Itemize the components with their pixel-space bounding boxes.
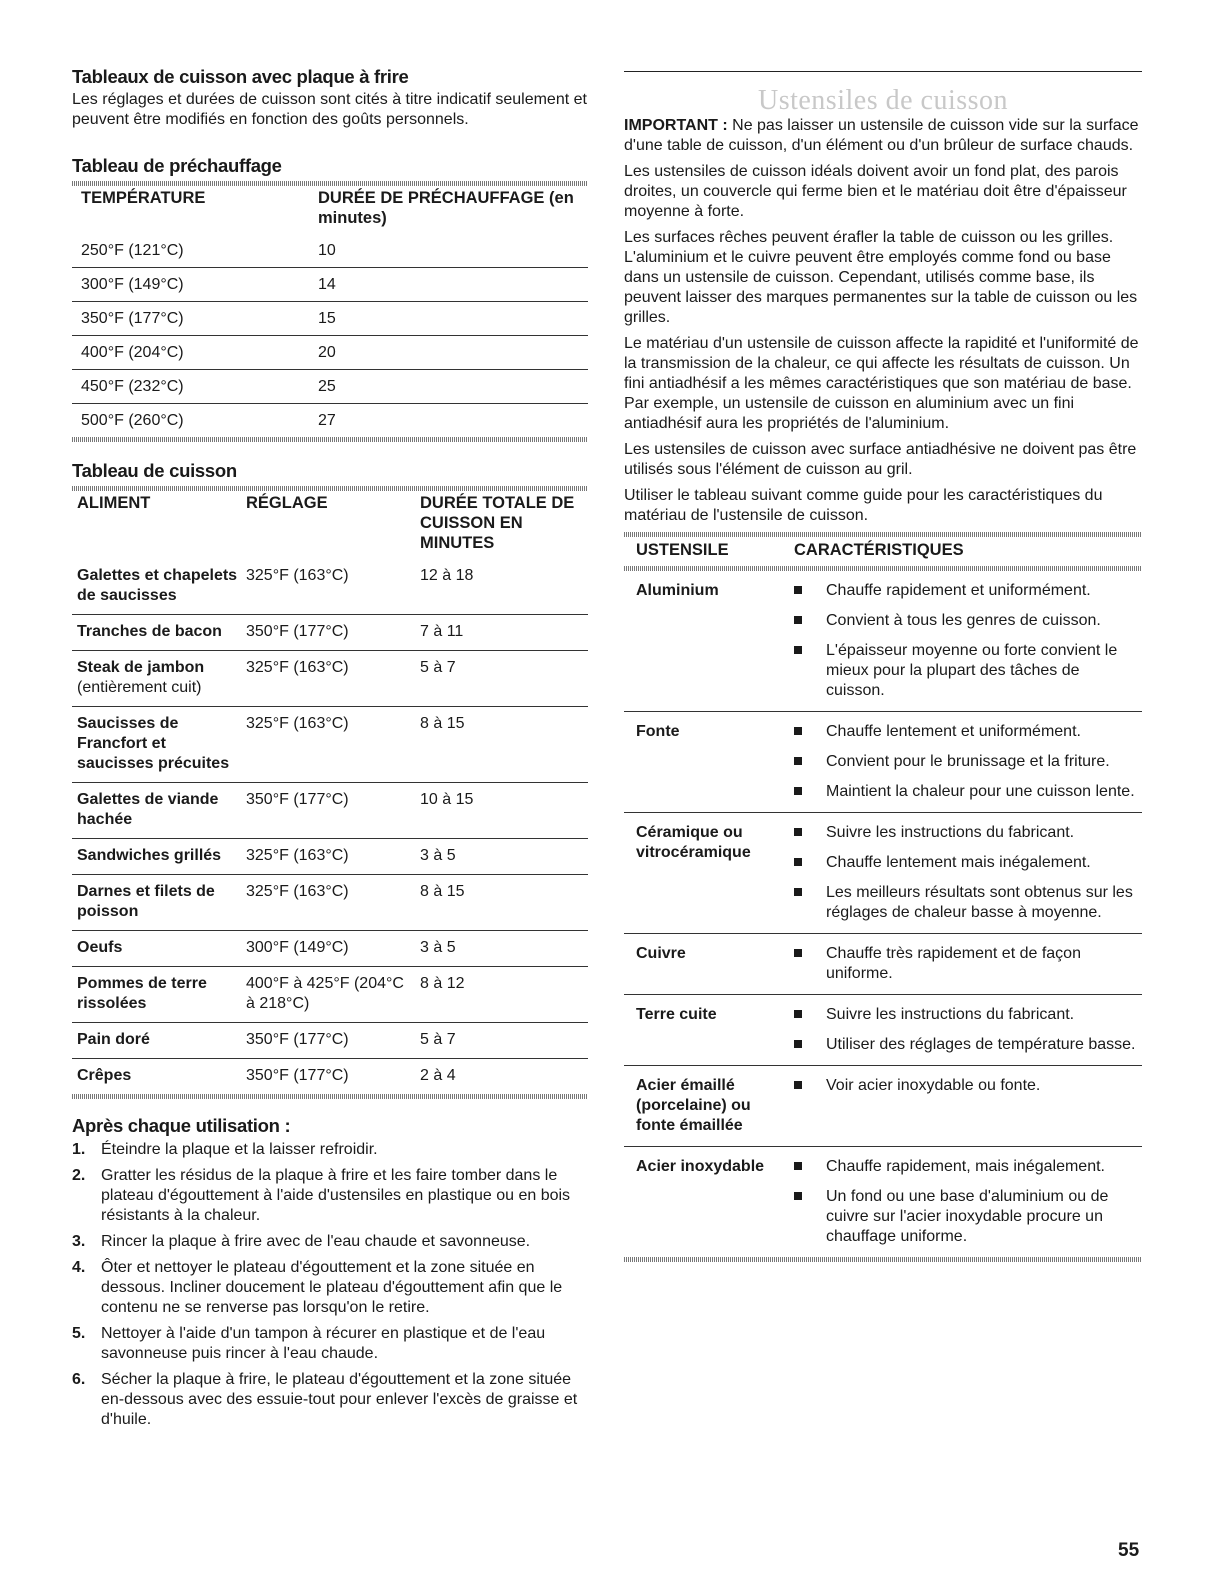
utensils-table-rows bbox=[624, 571, 1142, 1257]
cooking-row bbox=[72, 875, 588, 931]
cooking-setting: 325°F (163°C) bbox=[246, 707, 420, 783]
cooking-time: 3 à 5 bbox=[420, 839, 588, 875]
cooking-row bbox=[72, 707, 588, 783]
hatch-divider bbox=[72, 437, 588, 442]
utensil-name: Céramique ou vitrocéramique bbox=[636, 824, 751, 861]
utensils-paragraphs bbox=[624, 162, 1142, 526]
right-column bbox=[624, 0, 1142, 1262]
characteristics-list bbox=[794, 823, 1142, 923]
cooking-food-name: Oeufs bbox=[77, 939, 123, 956]
characteristics-list bbox=[794, 581, 1142, 701]
preheat-header-temperature: TEMPÉRATURE bbox=[81, 189, 206, 207]
cooking-food-name: Pommes de terre rissolées bbox=[77, 975, 207, 1012]
step-number: 4. bbox=[72, 1259, 86, 1276]
cooking-row bbox=[72, 1059, 588, 1095]
characteristics-list bbox=[794, 1076, 1142, 1096]
utensil-characteristics bbox=[794, 1147, 1142, 1258]
characteristics-list bbox=[794, 1005, 1142, 1055]
cooking-food-name: Darnes et filets de poisson bbox=[77, 883, 215, 920]
page-number: 55 bbox=[1118, 1540, 1140, 1561]
cooking-time: 10 à 15 bbox=[420, 783, 588, 839]
characteristic-item: Chauffe rapidement, mais inégalement. bbox=[794, 1157, 1142, 1177]
utensil-row bbox=[624, 1147, 1142, 1258]
preheat-row bbox=[72, 336, 588, 370]
preheat-duration: 27 bbox=[318, 412, 336, 429]
cooking-food bbox=[72, 707, 246, 783]
preheat-duration: 25 bbox=[318, 370, 588, 404]
left-column bbox=[72, 0, 588, 1436]
utensil-name: Fonte bbox=[636, 723, 680, 740]
cooking-food bbox=[72, 967, 246, 1023]
characteristic-item: Un fond ou une base d'aluminium ou de cuivre sur l'acier inoxydable procure un chauffage uniforme. bbox=[794, 1187, 1142, 1247]
characteristics-list bbox=[794, 944, 1142, 984]
characteristic-item: Suivre les instructions du fabricant. bbox=[794, 1005, 1142, 1025]
utensils-paragraph: Les surfaces rêches peuvent érafler la table de cuisson ou les grilles. L'aluminium et le cuivre peuvent être employés comme fond ou base dans un ustensile de cuisson. Cependant, utilisés comme base, ils peuvent laisser des marques permanentes sur la table de cuisson ou les grilles. bbox=[624, 229, 1138, 326]
utensils-header-name: USTENSILE bbox=[636, 541, 729, 559]
cooking-table bbox=[72, 493, 588, 1094]
characteristics-list bbox=[794, 1157, 1142, 1247]
step-number: 2. bbox=[72, 1167, 86, 1184]
cooking-food-name: Saucisses de Francfort et saucisses précuites bbox=[77, 715, 230, 772]
cooking-setting: 350°F (177°C) bbox=[246, 615, 420, 651]
cooking-food-name: Steak de jambon bbox=[77, 659, 205, 676]
characteristic-item: Utiliser des réglages de température basse. bbox=[794, 1035, 1142, 1055]
characteristic-item: Chauffe lentement mais inégalement. bbox=[794, 853, 1142, 873]
preheat-temperature: 450°F (232°C) bbox=[72, 370, 318, 404]
characteristic-item: Suivre les instructions du fabricant. bbox=[794, 823, 1142, 843]
cooking-food bbox=[72, 931, 246, 967]
important-text: Ne pas laisser un ustensile de cuisson vide sur la surface d'une table de cuisson, d'un élément ou d'un brûleur de surface chauds. bbox=[624, 117, 1139, 154]
after-use-step bbox=[72, 1370, 588, 1430]
step-text: Ôter et nettoyer le plateau d'égouttement et la zone située en dessous. Incliner doucement le plateau d'égouttement afin que le contenu ne se renverse pas lorsqu'on le retire. bbox=[101, 1259, 563, 1316]
preheat-row bbox=[72, 268, 588, 302]
utensil-name: Acier inoxydable bbox=[636, 1158, 765, 1175]
utensil-characteristics bbox=[794, 995, 1142, 1066]
characteristic-item: Chauffe rapidement et uniformément. bbox=[794, 581, 1142, 601]
cooking-table-body bbox=[72, 559, 588, 1094]
utensil-characteristics bbox=[794, 571, 1142, 712]
utensil-row bbox=[624, 995, 1142, 1066]
cooking-time: 8 à 15 bbox=[420, 707, 588, 783]
cooking-time: 5 à 7 bbox=[420, 651, 588, 707]
utensil-characteristics bbox=[794, 1066, 1142, 1147]
cooking-food bbox=[72, 839, 246, 875]
utensil-row bbox=[624, 712, 1142, 813]
utensils-paragraph: Les ustensiles de cuisson idéals doivent avoir un fond plat, des parois droites, un couvercle qui ferme bien et le matériau doit être d'épaisseur moyenne à forte. bbox=[624, 163, 1127, 220]
characteristic-item: Convient à tous les genres de cuisson. bbox=[794, 611, 1142, 631]
grill-section-title: Tableaux de cuisson avec plaque à frire bbox=[72, 66, 409, 87]
cooking-food bbox=[72, 1023, 246, 1059]
cooking-row bbox=[72, 931, 588, 967]
utensil-characteristics bbox=[794, 934, 1142, 995]
preheat-row bbox=[72, 370, 588, 404]
cooking-time: 8 à 12 bbox=[420, 967, 588, 1023]
cooking-setting: 325°F (163°C) bbox=[246, 651, 420, 707]
step-text: Rincer la plaque à frire avec de l'eau chaude et savonneuse. bbox=[101, 1233, 531, 1250]
cooking-row bbox=[72, 615, 588, 651]
cooking-time: 3 à 5 bbox=[420, 931, 588, 967]
cooking-food bbox=[72, 1059, 246, 1095]
step-text: Nettoyer à l'aide d'un tampon à récurer en plastique et de l'eau savonneuse puis rincer à l'eau chaude. bbox=[101, 1325, 546, 1362]
after-use-title: Après chaque utilisation : bbox=[72, 1115, 291, 1136]
cooking-row bbox=[72, 783, 588, 839]
cooking-time: 2 à 4 bbox=[420, 1067, 456, 1084]
utensil-characteristics bbox=[794, 712, 1142, 813]
cooking-food-note: (entièrement cuit) bbox=[77, 679, 202, 696]
grill-intro: Les réglages et durées de cuisson sont cités à titre indicatif seulement et peuvent être modifiés en fonction des goûts personnels. bbox=[72, 91, 587, 128]
characteristic-item: Chauffe très rapidement et de façon uniforme. bbox=[794, 944, 1142, 984]
after-use-step bbox=[72, 1324, 588, 1364]
cooking-food bbox=[72, 875, 246, 931]
cooking-header-time: DURÉE TOTALE DE CUISSON EN MINUTES bbox=[420, 494, 575, 552]
cooking-setting: 350°F (177°C) bbox=[246, 783, 420, 839]
characteristic-item: Les meilleurs résultats sont obtenus sur les réglages de chaleur basse à moyenne. bbox=[794, 883, 1142, 923]
cooking-time: 5 à 7 bbox=[420, 1023, 588, 1059]
cooking-setting: 300°F (149°C) bbox=[246, 931, 420, 967]
characteristic-item: Maintient la chaleur pour une cuisson lente. bbox=[794, 782, 1142, 802]
utensil-characteristics bbox=[794, 813, 1142, 934]
utensil-name: Terre cuite bbox=[636, 1006, 717, 1023]
cooking-food-name: Pain doré bbox=[77, 1031, 150, 1048]
preheat-table-body bbox=[72, 234, 588, 437]
utensils-table bbox=[624, 540, 1142, 566]
preheat-temperature: 350°F (177°C) bbox=[72, 302, 318, 336]
preheat-header-duration: DURÉE DE PRÉCHAUFFAGE (en minutes) bbox=[318, 189, 574, 227]
cooking-setting: 325°F (163°C) bbox=[246, 559, 420, 615]
cooking-setting: 350°F (177°C) bbox=[246, 1023, 420, 1059]
preheat-row bbox=[72, 302, 588, 336]
cooking-food-name: Crêpes bbox=[77, 1067, 132, 1084]
characteristic-item: Convient pour le brunissage et la friture. bbox=[794, 752, 1142, 772]
cooking-row bbox=[72, 559, 588, 615]
cooking-food bbox=[72, 651, 246, 707]
cooking-food-name: Sandwiches grillés bbox=[77, 847, 222, 864]
utensils-paragraph: Le matériau d'un ustensile de cuisson affecte la rapidité et l'uniformité de la transmission de la chaleur, ce qui affecte les résultats de cuisson. Un fini antiadhésif a les mêmes caractéristiques que son matériau de base. Par exemple, un ustensile de cuisson en aluminium avec un fini antiadhésif aura les propriétés de l'aluminium. bbox=[624, 335, 1139, 432]
cooking-row bbox=[72, 1023, 588, 1059]
hatch-divider bbox=[624, 1257, 1142, 1262]
preheat-duration: 15 bbox=[318, 302, 588, 336]
cooking-row bbox=[72, 839, 588, 875]
important-label: IMPORTANT : bbox=[624, 117, 728, 134]
preheat-temperature: 500°F (260°C) bbox=[81, 412, 184, 429]
hatch-divider bbox=[72, 1094, 588, 1099]
cooking-time: 7 à 11 bbox=[420, 615, 588, 651]
cooking-row bbox=[72, 967, 588, 1023]
cooking-row bbox=[72, 651, 588, 707]
step-text: Sécher la plaque à frire, le plateau d'égouttement et la zone située en-dessous avec des essuie-tout pour enlever l'excès de graisse et d'huile. bbox=[101, 1371, 578, 1428]
utensil-row bbox=[624, 934, 1142, 995]
cooking-setting: 400°F à 425°F (204°C à 218°C) bbox=[246, 967, 420, 1023]
utensil-name: Acier émaillé (porcelaine) ou fonte émaillée bbox=[636, 1077, 751, 1134]
preheat-row bbox=[72, 404, 588, 438]
characteristics-list bbox=[794, 722, 1142, 802]
utensils-section-title: Ustensiles de cuisson bbox=[757, 85, 1009, 116]
preheat-temperature: 400°F (204°C) bbox=[72, 336, 318, 370]
cooking-food bbox=[72, 559, 246, 615]
characteristic-item: Voir acier inoxydable ou fonte. bbox=[794, 1076, 1142, 1096]
step-number: 3. bbox=[72, 1233, 86, 1250]
step-text: Éteindre la plaque et la laisser refroidir. bbox=[101, 1141, 378, 1158]
preheat-duration: 14 bbox=[318, 268, 588, 302]
preheat-duration: 20 bbox=[318, 336, 588, 370]
after-use-step bbox=[72, 1232, 588, 1252]
top-rule bbox=[624, 71, 1142, 72]
after-use-step bbox=[72, 1166, 588, 1226]
cooking-food-name: Galettes et chapelets de saucisses bbox=[77, 567, 238, 604]
utensil-row bbox=[624, 813, 1142, 934]
preheat-table-title: Tableau de préchauffage bbox=[72, 155, 282, 176]
utensils-paragraph: Les ustensiles de cuisson avec surface antiadhésive ne doivent pas être utilisés sous l'élément de cuisson au gril. bbox=[624, 441, 1137, 478]
step-number: 6. bbox=[72, 1371, 86, 1388]
utensil-row bbox=[624, 571, 1142, 712]
utensil-row bbox=[624, 1066, 1142, 1147]
hatch-divider bbox=[624, 532, 1142, 537]
hatch-divider bbox=[72, 181, 588, 186]
step-number: 1. bbox=[72, 1141, 86, 1158]
cooking-table-title: Tableau de cuisson bbox=[72, 460, 237, 481]
cooking-food bbox=[72, 783, 246, 839]
step-text: Gratter les résidus de la plaque à frire et les faire tomber dans le plateau d'égouttement à l'aide d'ustensiles en plastique ou en bois résistants à la chaleur. bbox=[101, 1167, 571, 1224]
cooking-time: 12 à 18 bbox=[420, 559, 588, 615]
important-note bbox=[624, 116, 1142, 156]
hatch-divider bbox=[72, 486, 588, 491]
preheat-temperature: 300°F (149°C) bbox=[72, 268, 318, 302]
cooking-header-food: ALIMENT bbox=[77, 494, 151, 512]
after-use-step bbox=[72, 1258, 588, 1318]
utensil-name: Cuivre bbox=[636, 945, 686, 962]
cooking-setting: 325°F (163°C) bbox=[246, 875, 420, 931]
preheat-table bbox=[72, 188, 588, 437]
characteristic-item: Chauffe lentement et uniformément. bbox=[794, 722, 1142, 742]
after-use-step bbox=[72, 1140, 588, 1160]
utensil-name: Aluminium bbox=[636, 582, 719, 599]
step-number: 5. bbox=[72, 1325, 86, 1342]
cooking-food-name: Tranches de bacon bbox=[77, 623, 222, 640]
cooking-setting: 325°F (163°C) bbox=[246, 839, 420, 875]
utensils-table-body bbox=[624, 571, 1142, 1257]
utensils-header-characteristics: CARACTÉRISTIQUES bbox=[794, 541, 964, 559]
cooking-setting: 350°F (177°C) bbox=[246, 1067, 349, 1084]
cooking-header-setting: RÉGLAGE bbox=[246, 494, 328, 512]
preheat-temperature: 250°F (121°C) bbox=[72, 234, 318, 268]
preheat-duration: 10 bbox=[318, 234, 588, 268]
cooking-food-name: Galettes de viande hachée bbox=[77, 791, 219, 828]
utensils-paragraph: Utiliser le tableau suivant comme guide pour les caractéristiques du matériau de l'ustensile de cuisson. bbox=[624, 487, 1103, 524]
after-use-steps bbox=[72, 1140, 588, 1430]
cooking-food bbox=[72, 615, 246, 651]
characteristic-item: L'épaisseur moyenne ou forte convient le mieux pour la plupart des tâches de cuisson. bbox=[794, 641, 1142, 701]
preheat-row bbox=[72, 234, 588, 268]
cooking-time: 8 à 15 bbox=[420, 875, 588, 931]
